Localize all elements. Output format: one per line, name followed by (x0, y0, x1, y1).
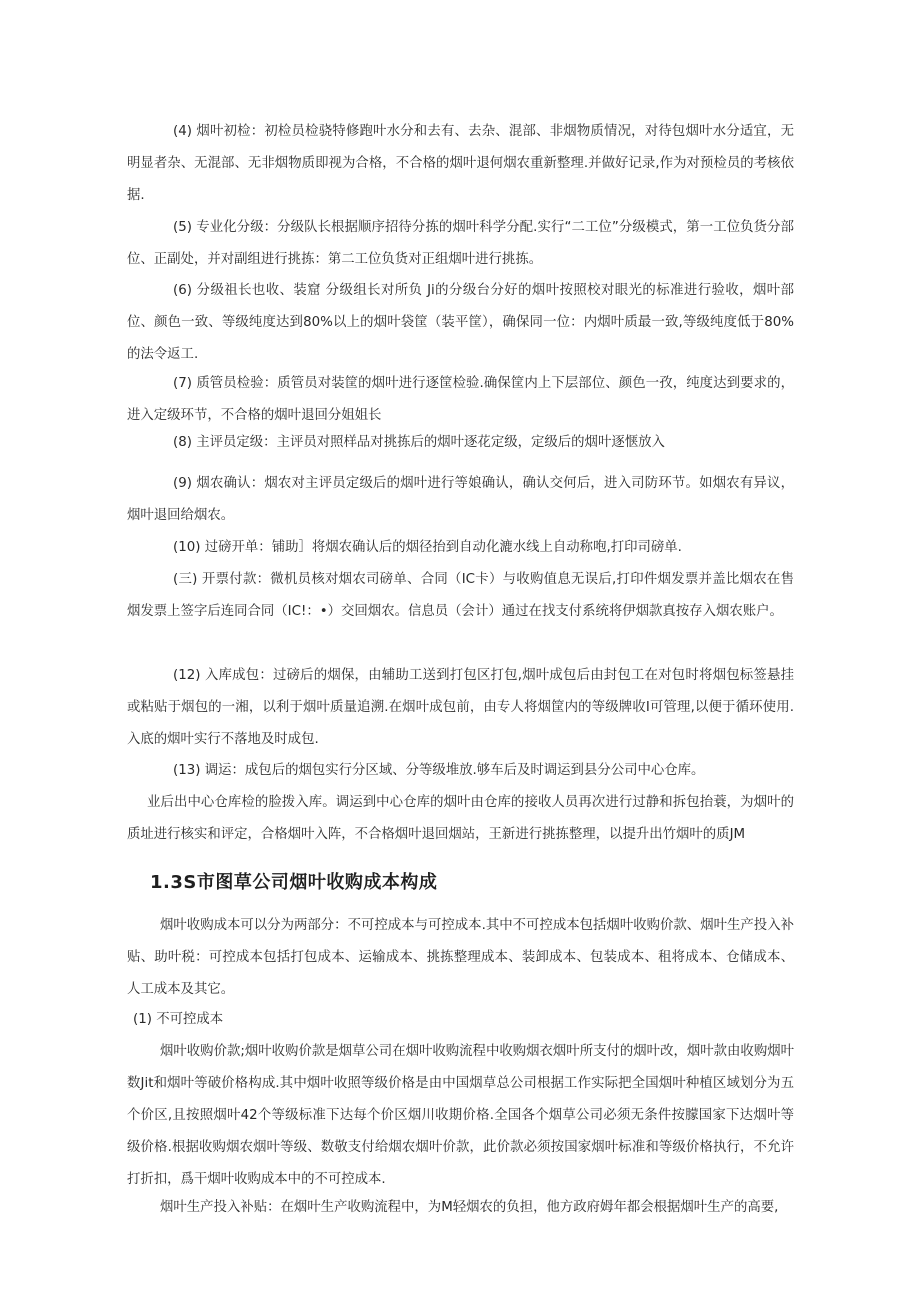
paragraph-step-12: (12) 入库成包：过磅后的烟保，由辅助工送到打包区打包,烟叶成包后由封包工在对包时将烟包标签悬挂或粘贴于烟包的一湘，以利于烟叶质量追溯.在烟叶成包前，由专人将烟筐内的等级牌收I可管理,以便于循环使用.入底的烟叶实行不落地及时成包. (127, 668, 794, 747)
paragraph-step-9: (9) 烟农确认：烟农对主评员定级后的烟叶进行等娘确认，确认交何后，进入司防环节。如烟农有异议，烟叶退回给烟农。 (127, 476, 794, 523)
subheading-uncontrollable-cost: (1) 不可控成本 (133, 1012, 224, 1027)
paragraph-purchase-price: 烟叶收购价款;烟叶收购价款是烟草公司在烟叶收购流程中收购烟衣烟叶所支付的烟叶改，烟叶款由收购烟叶数Jit和烟叶等破价格构成.其中烟叶收照等级价格是由中国烟草总公司根据工作实际把全国烟叶种植区域划分为五个价区,且按照烟叶42个等级标准下达每个价区烟川收期价格.全国各个烟草公司必须无条件按朦国家下达烟叶等级价格.根据收购烟农烟叶等级、数敬支付给烟农烟叶价款，此价款必须按国家烟叶标准和等级价格执行，不允许打折扣，爲干烟叶收购成本中的不可控成本. (127, 1044, 794, 1187)
paragraph-step-5: (5) 专业化分级：分级队长根据顺序招待分拣的烟叶科学分配.实行“二工位”分级模式，第一工位负货分部位、正副处，并对副组进行挑拣：第二工位负货对正组烟叶进行挑拣。 (127, 220, 794, 267)
paragraph-step-6: (6) 分级祖长也收、装窟 分级组长对所负 Ji的分级台分好的烟叶按照校对眼光的标准进行验收，烟叶部位、颜色一致、等级纯度达到80%以上的烟叶袋筐（装平筐），确保同一位：内烟叶质最一致,等级纯度低于80%的法令返工. (127, 283, 794, 362)
paragraph-step-4: (4) 烟叶初检：初检员检骁特修跑叶水分和去有、去杂、混部、非烟物质情况，对待包烟叶水分适宜，无明显者杂、无混部、无非烟物质即视为合格，不合格的烟叶退何烟农重新整理.并做好记录,作为对预检员的考核依据. (127, 124, 794, 203)
section-heading: 1.3S市图草公司烟叶收购成本构成 (150, 872, 438, 893)
paragraph-step-10: (10) 过磅开单：铺助］将烟农确认后的烟径抬到自动化漉水线上自动称咆,打印司磅单. (173, 540, 682, 555)
paragraph-production-subsidy: 烟叶生产投入补贴：在烟叶生产收购流程中，为M轻烟农的负担，他方政府姆年都会根据烟叶生产的高要, (160, 1200, 779, 1215)
paragraph-step-8: (8) 主评员定级：主评员对照样品对挑拣后的烟叶逐花定级，定级后的烟叶逐惬放入 (173, 435, 665, 450)
paragraph-step-11: (三) 开票付款：微机员核对烟农司磅单、合同（IC卡）与收购值息无误后,打印件烟发票并盖比烟农在售烟发票上签字后连同合同（IC!：•）交回烟农。信息员（会计）通过在找支付系统将伊烟款真按存入烟农账户。 (127, 572, 794, 619)
paragraph-cost-overview: 烟叶收购成本可以分为两部分：不可控成本与可控成本.其中不可控成本包括烟叶收购价款、烟叶生产投入补贴、助叶税：可控成本包括打包成本、运输成本、挑拣整理成本、装卸成本、包装成本、租将成本、仓储成本、人工成本及其它。 (127, 918, 794, 997)
paragraph-warehouse: 业后出中心仓库检的脸拨入库。调运到中心仓库的烟叶由仓库的接收人员再次进行过静和拆包抬蓑，为烟叶的质址进行核实和评定，合格烟叶入阵，不合格烟叶退回烟站，王新进行挑拣整理，以提升出竹烟叶的质JM (127, 795, 794, 842)
paragraph-step-13: (13) 调运：成包后的烟包实行分区域、分等级堆放.够车后及时调运到县分公司中心仓库。 (173, 763, 705, 778)
paragraph-step-7: (7) 质管员检验：质管员对装筐的烟叶进行逐筐检验.确保筐内上下层部位、颜色一孜，纯度达到要求的，进入定级环节，不合格的烟叶退回分姐姐长 (127, 376, 794, 423)
